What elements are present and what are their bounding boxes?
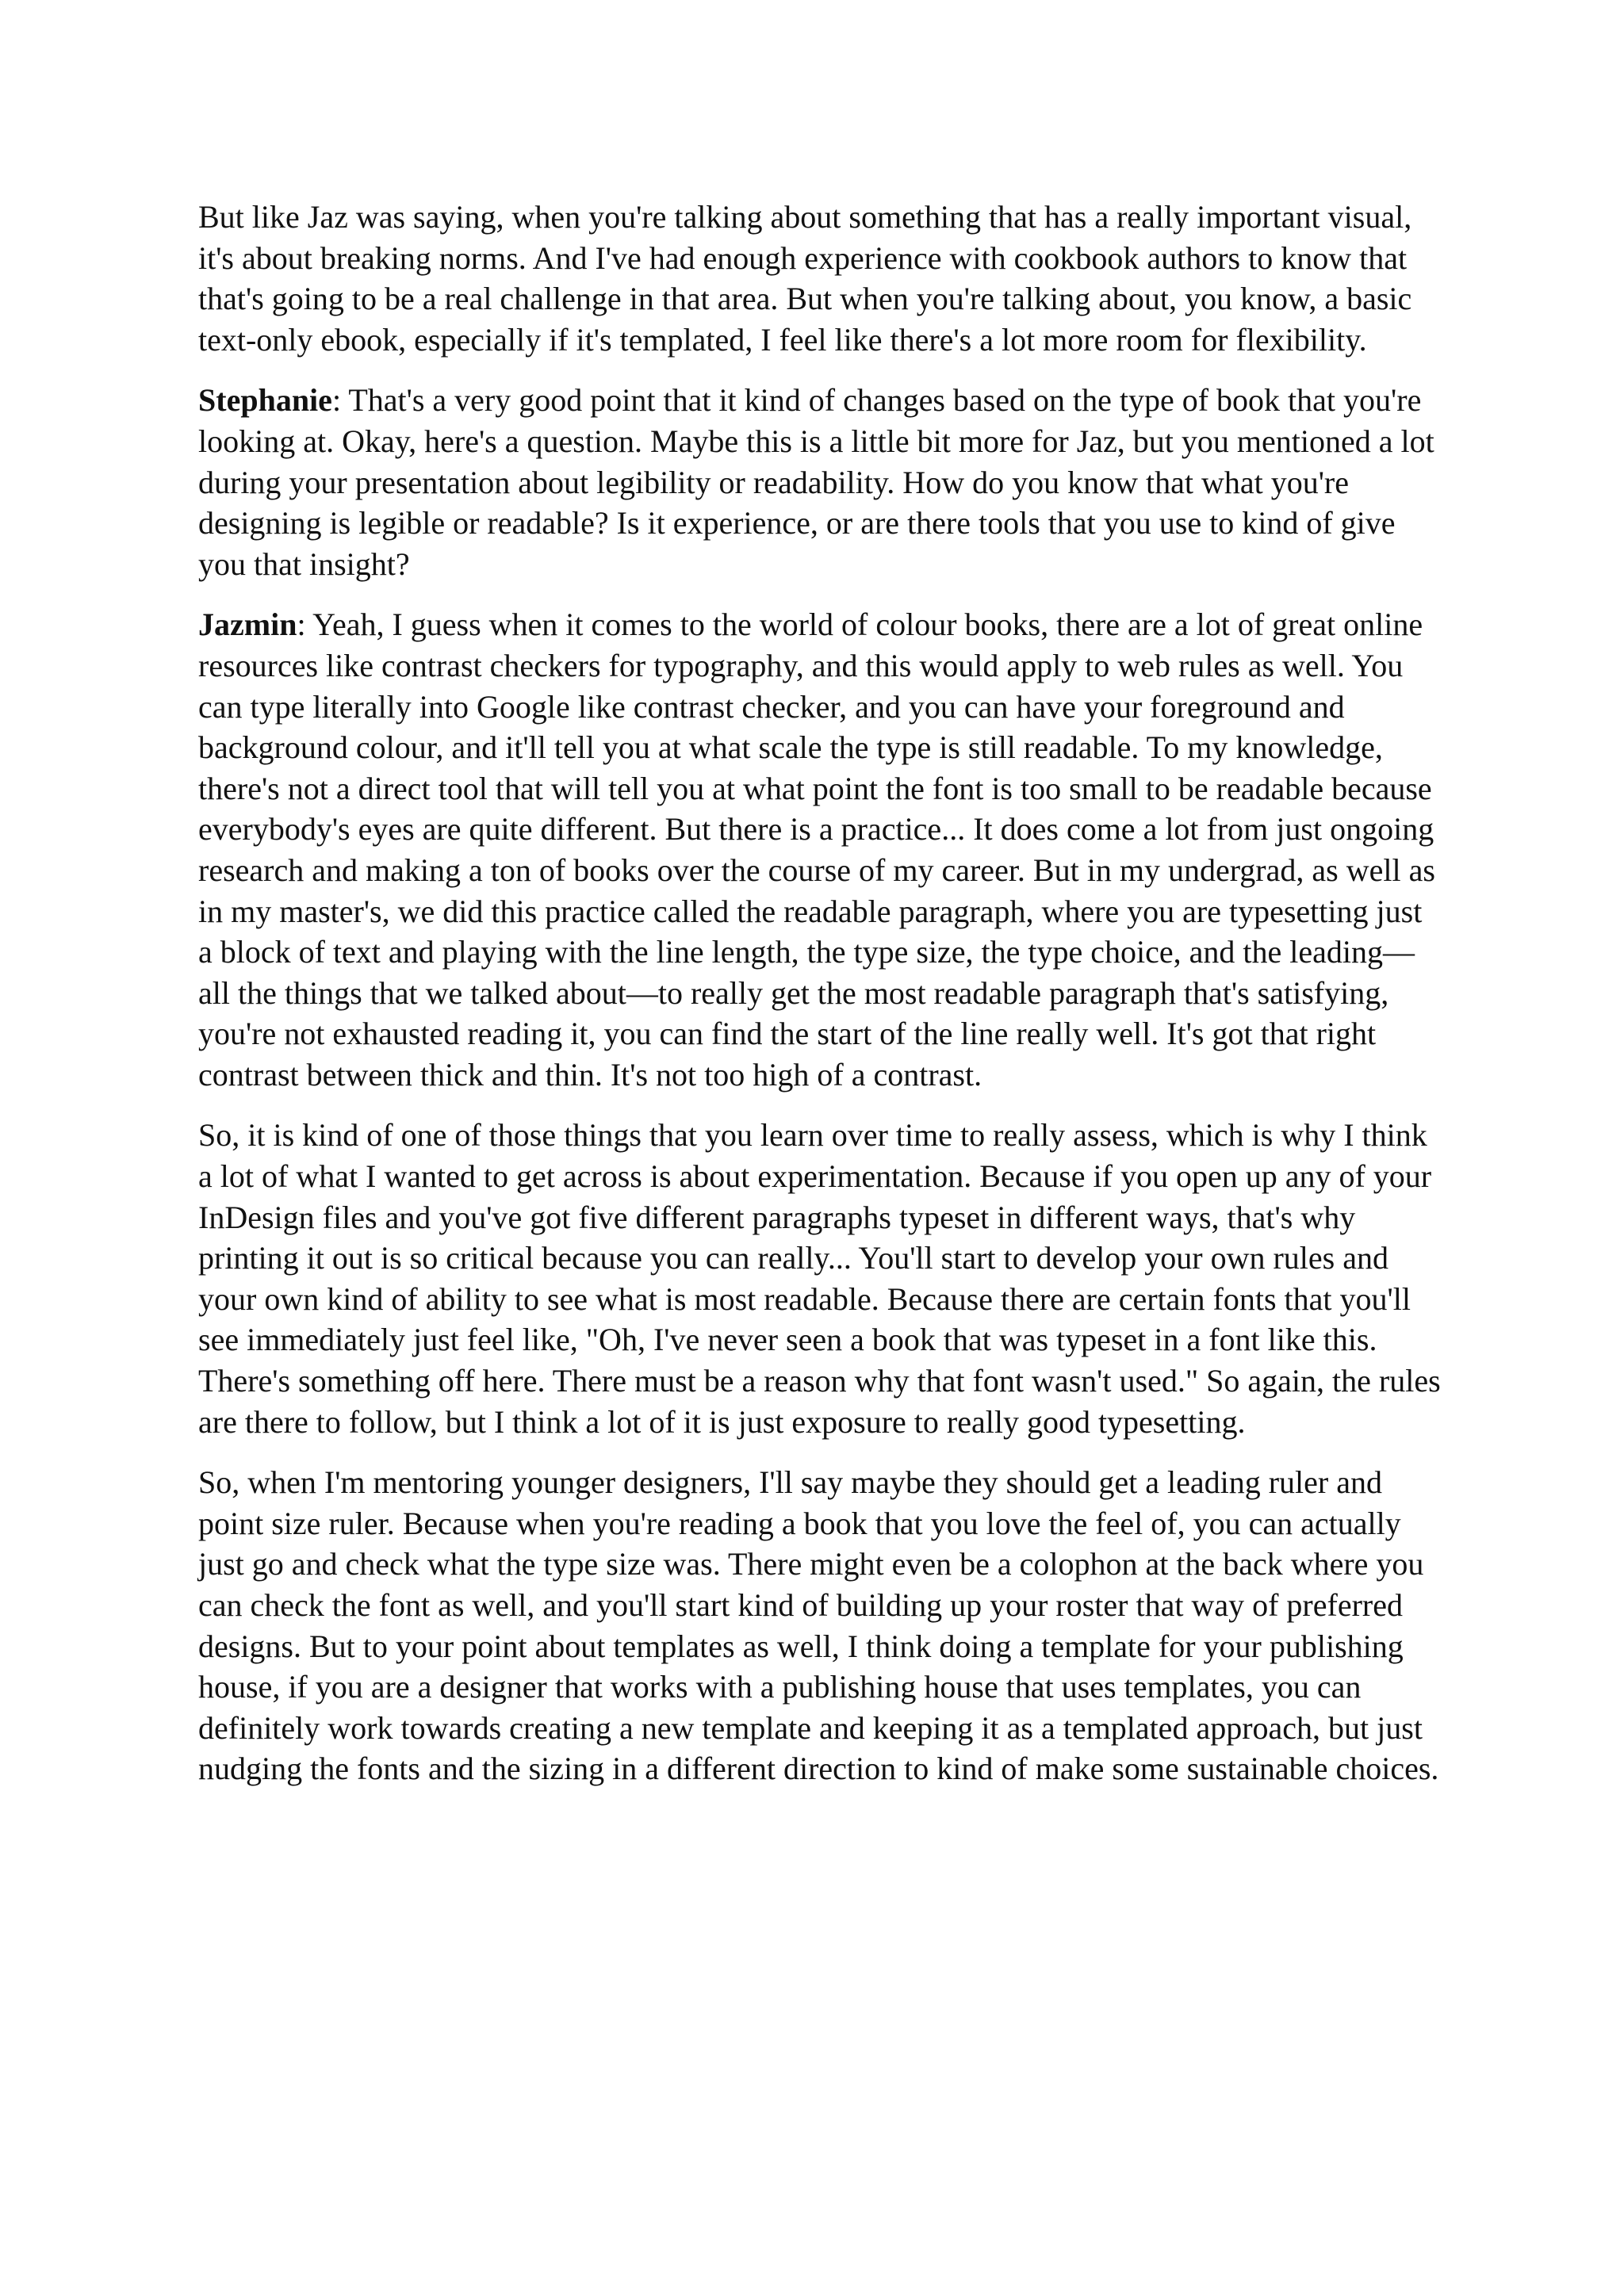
paragraph-text: : Yeah, I guess when it comes to the world of colour books, there are a lot of great online resources like contrast checkers for typography, and this would apply to web rules as well. You can type literally into Google like contrast checker, and you can have your foreground and background colour, and it'll tell you at what scale the type is still readable. To my knowledge, there's not a direct tool that will tell you at what point the font is too small to be readable because everybody's eyes are quite different. But there is a practice... It does come a lot from just ongoing research and making a ton of books over the course of my career. But in my undergrad, as well as in my master's, we did this practice called the readable paragraph, where you are typesetting just a block of text and playing with the line length, the type size, the type choice, and the leading—all the things that we talked about—to really get the most readable paragraph that's satisfying, you're not exhausted reading it, you can find the start of the line really well. It's got that right contrast between thick and thin. It's not too high of a contrast. (198, 607, 1435, 1093)
speaker-name: Stephanie (198, 382, 332, 419)
document-page (198, 197, 1443, 1809)
paragraph-5 (198, 1462, 1443, 1789)
paragraph-text: So, it is kind of one of those things that you learn over time to really assess, which is why I think a lot of what I wanted to get across is about experimentation. Because if you open up any of your InDesign files and you've got five different paragraphs typeset in different ways, that's why printing it out is so critical because you can really... You'll start to develop your own rules and your own kind of ability to see what is most readable. Because there are certain fonts that you'll see immediately just feel like, "Oh, I've never seen a book that was typeset in a font like this. There's something off here. There must be a reason why that font wasn't used." So again, the rules are there to follow, but I think a lot of it is just exposure to really good typesetting. (198, 1117, 1441, 1440)
paragraph-2 (198, 380, 1443, 584)
paragraph-4 (198, 1115, 1443, 1442)
speaker-name: Jazmin (198, 607, 297, 643)
paragraph-3 (198, 604, 1443, 1095)
paragraph-text: But like Jaz was saying, when you're talking about something that has a really important visual, it's about breaking norms. And I've had enough experience with cookbook authors to know that that's going to be a real challenge in that area. But when you're talking about, you know, a basic text-only ebook, especially if it's templated, I feel like there's a lot more room for flexibility. (198, 199, 1412, 358)
paragraph-text: So, when I'm mentoring younger designers, I'll say maybe they should get a leading ruler and point size ruler. Because when you're reading a book that you love the feel of, you can actually just go and check what the type size was. There might even be a colophon at the back where you can check the font as well, and you'll start kind of building up your roster that way of preferred designs. But to your point about templates as well, I think doing a template for your publishing house, if you are a designer that works with a publishing house that uses templates, you can definitely work towards creating a new template and keeping it as a templated approach, but just nudging the fonts and the sizing in a different direction to kind of make some sustainable choices. (198, 1464, 1439, 1787)
paragraph-1 (198, 197, 1443, 360)
paragraph-text: : That's a very good point that it kind of changes based on the type of book that you're looking at. Okay, here's a question. Maybe this is a little bit more for Jaz, but you mentioned a lot during your presentation about legibility or readability. How do you know that what you're designing is legible or readable? Is it experience, or are there tools that you use to kind of give you that insight? (198, 382, 1434, 582)
